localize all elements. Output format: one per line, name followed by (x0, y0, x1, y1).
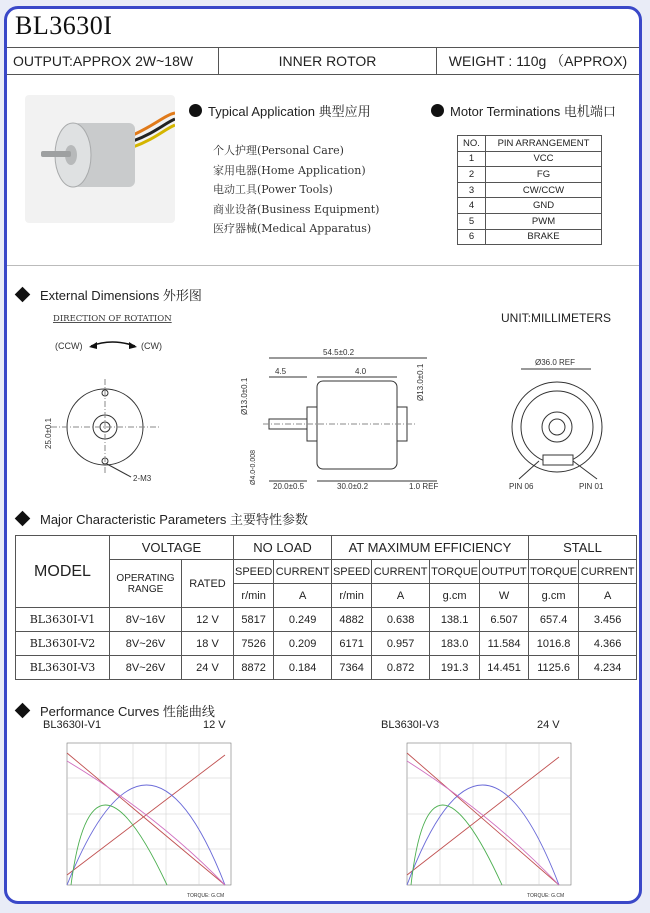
list-item: 商业设备(Business Equipment) (213, 202, 380, 216)
table-cell: 0.872 (372, 656, 430, 680)
operating-range-header: OPERATING RANGE (110, 560, 182, 608)
pin06-label: PIN 06 (509, 482, 534, 491)
model-cell: BL3630I-V3 (16, 656, 110, 680)
bullet-icon (189, 104, 202, 117)
voltage-header: VOLTAGE (110, 536, 234, 560)
table-cell: 18 V (182, 632, 234, 656)
table-cell: 657.4 (528, 608, 578, 632)
table-row (16, 560, 637, 584)
curve1-model: BL3630I-V1 (43, 719, 102, 731)
max-efficiency-header: AT MAXIMUM EFFICIENCY (331, 536, 528, 560)
output-curve (407, 785, 559, 885)
table-row (458, 151, 602, 167)
pin-header-no: NO. (458, 136, 486, 152)
performance-heading (17, 701, 215, 720)
pin-name: PWM (486, 213, 602, 229)
front-height-label: 25.0±0.1 (44, 417, 53, 449)
speed-header: SPEED (331, 560, 371, 584)
unit-cell: r/min (331, 584, 371, 608)
table-cell: 7526 (234, 632, 274, 656)
table-cell: 191.3 (429, 656, 479, 680)
typical-application-title: Typical Application 典型应用 (208, 104, 371, 119)
table-row (16, 656, 637, 680)
unit-cell: A (274, 584, 332, 608)
table-cell: 6.507 (480, 608, 529, 632)
parameters-heading (17, 509, 308, 528)
table-cell: 1125.6 (528, 656, 578, 680)
diamond-icon (15, 287, 31, 303)
torque-header: TORQUE (429, 560, 479, 584)
list-item: 家用电器(Home Application) (213, 163, 366, 177)
table-cell: 1016.8 (528, 632, 578, 656)
unit-cell: r/min (234, 584, 274, 608)
diamond-icon (15, 511, 31, 527)
pin-no: 1 (458, 151, 486, 167)
pin-name: FG (486, 167, 602, 183)
current-header: CURRENT (274, 560, 332, 584)
pin-name: GND (486, 198, 602, 214)
parameters-table (15, 535, 637, 680)
pin-no: 6 (458, 229, 486, 245)
diamond-icon (15, 703, 31, 719)
shaft-dia-label: Ø4.0-0.008 (250, 449, 257, 485)
motor-photo (25, 95, 175, 223)
external-dimensions-title: External Dimensions 外形图 (40, 288, 202, 303)
table-row (458, 198, 602, 214)
table-row (16, 632, 637, 656)
weight-spec: WEIGHT : 110g （APPROX) (448, 53, 628, 69)
speed-header: SPEED (234, 560, 274, 584)
pin-no: 4 (458, 198, 486, 214)
pin-name: CW/CCW (486, 182, 602, 198)
pin-no: 3 (458, 182, 486, 198)
table-cell: 24 V (182, 656, 234, 680)
bullet-icon (431, 104, 444, 117)
table-cell: 0.957 (372, 632, 430, 656)
body-step-label: 4.0 (355, 367, 367, 376)
table-cell: 8V~16V (110, 608, 182, 632)
model-title: BL3630I (15, 11, 113, 40)
rotor-spec: INNER ROTOR (219, 48, 437, 74)
table-cell: 3.456 (579, 608, 637, 632)
list-item: 电动工具(Power Tools) (213, 183, 333, 196)
motor-terminations-heading (431, 101, 616, 120)
performance-title: Performance Curves 性能曲线 (40, 704, 215, 719)
table-row (458, 167, 602, 183)
dimension-drawing (7, 309, 639, 499)
pin-name: BRAKE (486, 229, 602, 245)
holes-label: 2-M3 (133, 474, 152, 483)
table-cell: 14.451 (480, 656, 529, 680)
length-label: 54.5±0.2 (323, 348, 355, 357)
unit-cell: A (372, 584, 430, 608)
rotation-arrow-icon (91, 342, 135, 346)
output-spec: OUTPUT:APPROX 2W~18W (7, 48, 219, 74)
direction-label: DIRECTION OF ROTATION (53, 314, 172, 324)
external-dimensions-heading (17, 285, 202, 304)
dia-right-label: Ø13.0±0.1 (416, 363, 425, 401)
table-row (16, 608, 637, 632)
table-cell: 0.209 (274, 632, 332, 656)
unit-cell: g.cm (429, 584, 479, 608)
dia-left-label: Ø13.0±0.1 (240, 377, 249, 415)
table-cell: 11.584 (480, 632, 529, 656)
body-len-label: 30.0±0.2 (337, 482, 369, 491)
ccw-label: (CCW) (55, 341, 83, 351)
table-cell: 12 V (182, 608, 234, 632)
pin01-label: PIN 01 (579, 482, 604, 491)
unit-cell: W (480, 584, 529, 608)
table-cell: 183.0 (429, 632, 479, 656)
table-cell: 4.366 (579, 632, 637, 656)
performance-chart-v3 (377, 735, 577, 899)
shaft-step-label: 4.5 (275, 367, 287, 376)
curve1-voltage: 12 V (203, 719, 226, 731)
current-header: CURRENT (372, 560, 430, 584)
shaft-len-label: 20.0±0.5 (273, 482, 305, 491)
datasheet-frame (4, 6, 642, 904)
motor-terminations-title: Motor Terminations 电机端口 (450, 104, 616, 119)
efficiency-curve (411, 805, 502, 885)
unit-cell: g.cm (528, 584, 578, 608)
unit-label: UNIT:MILLIMETERS (501, 311, 612, 325)
model-cell: BL3630I-V1 (16, 608, 110, 632)
model-cell: BL3630I-V2 (16, 632, 110, 656)
pin-no: 5 (458, 213, 486, 229)
table-cell: 8V~26V (110, 632, 182, 656)
current-header: CURRENT (579, 560, 637, 584)
list-item: 个人护理(Personal Care) (213, 144, 344, 157)
power-curve (67, 761, 225, 885)
pin-header-arrangement: PIN ARRANGEMENT (486, 136, 602, 152)
table-row (458, 213, 602, 229)
model-header: MODEL (16, 536, 110, 608)
table-cell: 6171 (331, 632, 371, 656)
power-curve (407, 761, 559, 885)
current-curve (407, 757, 559, 875)
curve2-xlabel: TORQUE: G.CM (527, 893, 565, 899)
unit-cell: A (579, 584, 637, 608)
pin-table (457, 135, 602, 245)
rated-header: RATED (182, 560, 234, 608)
table-cell: 8872 (234, 656, 274, 680)
list-item: 医疗器械(Medical Apparatus) (213, 222, 372, 235)
table-cell: 7364 (331, 656, 371, 680)
pin-no: 2 (458, 167, 486, 183)
table-row (16, 536, 637, 560)
table-cell: 8V~26V (110, 656, 182, 680)
table-cell: 0.184 (274, 656, 332, 680)
speed-curve (407, 753, 559, 885)
parameters-title: Major Characteristic Parameters 主要特性参数 (40, 512, 308, 527)
pin-name: VCC (486, 151, 602, 167)
output-curve (67, 785, 225, 885)
divider (7, 265, 639, 266)
table-cell: 138.1 (429, 608, 479, 632)
curve2-model: BL3630I-V3 (381, 719, 440, 731)
table-cell: 0.638 (372, 608, 430, 632)
performance-chart-v1 (37, 735, 237, 899)
curve2-voltage: 24 V (537, 719, 560, 731)
no-load-header: NO LOAD (234, 536, 332, 560)
stall-header: STALL (528, 536, 636, 560)
output-header: OUTPUT (480, 560, 529, 584)
ref-len-label: 1.0 REF (409, 482, 439, 491)
table-row (458, 136, 602, 152)
curve1-xlabel: TORQUE: G.CM (187, 893, 225, 899)
table-cell: 5817 (234, 608, 274, 632)
spec-bar (7, 47, 639, 75)
table-cell: 0.249 (274, 608, 332, 632)
table-row (458, 182, 602, 198)
typical-application-heading (189, 101, 371, 120)
outer-dia-label: Ø36.0 REF (535, 358, 576, 367)
cw-label: (CW) (141, 341, 162, 351)
torque-header: TORQUE (528, 560, 578, 584)
application-list (213, 141, 379, 239)
table-cell: 4.234 (579, 656, 637, 680)
table-cell: 4882 (331, 608, 371, 632)
table-row (458, 229, 602, 245)
